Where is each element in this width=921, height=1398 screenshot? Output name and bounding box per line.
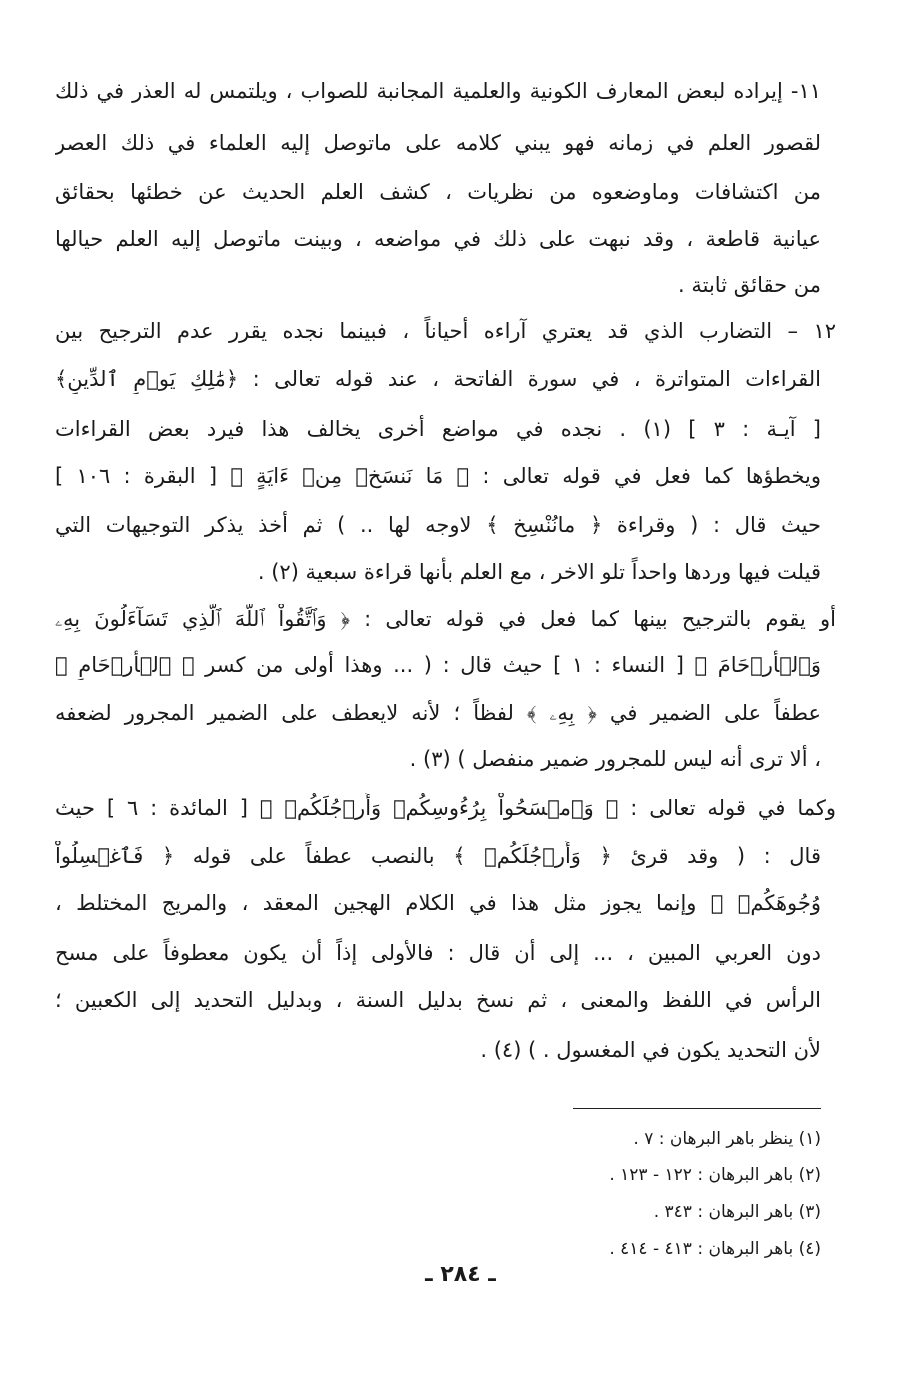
footnote-3: (٣) باهر البرهان : ٣٤٣ .	[653, 1202, 821, 1222]
footnote-4: (٤) باهر البرهان : ٤١٣ - ٤١٤ .	[609, 1239, 821, 1259]
footnote-2: (٢) باهر البرهان : ١٢٢ - ١٢٣ .	[609, 1165, 821, 1185]
body-line-14: عطفاً على الضمير في ﴿ بِهِۦ ﴾ لفظاً ؛ لأنه لايعطف على الضمير المجرور لضعفه	[55, 701, 821, 725]
body-line-11: قيلت فيها وردها واحداً تلو الاخر ، مع العلم بأنها قراءة سبعية (٢) .	[257, 560, 821, 584]
body-line-2: لقصور العلم في زمانه فهو يبني كلامه على ماتوصل إليه العلماء في ذلك العصر	[55, 131, 821, 155]
body-line-20: الرأس في اللفظ والمعنى ، ثم نسخ بدليل السنة ، وبدليل التحديد إلى الكعبين ؛	[55, 988, 821, 1012]
body-line-12: أو يقوم بالترجيح بينها كما فعل في قوله تعالى : ﴿ وَٱتَّقُواْ ٱللَّهَ ٱلَّذِي تَسَآءَلُونَ بِهِۦ	[55, 607, 836, 631]
body-line-10: حيث قال : ( وقراءة ﴿ مانُنْسِخ ﴾ لاوجه لها .. ) ثم أخذ يذكر التوجيهات التي	[55, 513, 821, 537]
body-line-5: من حقائق ثابتة .	[678, 273, 821, 297]
body-line-17: قال : ( وقد قرئ ﴿ وَأَرۡجُلَكُمۡ ﴾ بالنصب عطفاً على قوله ﴿ فَٱغۡسِلُواْ	[55, 844, 821, 868]
body-line-15: ، ألا ترى أنه ليس للمجرور ضمير منفصل ) (٣) .	[409, 747, 821, 771]
body-line-6: ١٢ – التضارب الذي قد يعتري آراءه أحياناً ، فبينما نجده يقرر عدم الترجيح بين	[55, 319, 836, 343]
body-line-9: ويخطؤها كما فعل في قوله تعالى : ﴿ مَا نَنسَخۡ مِنۡ ءَايَةٍ ﴾ [ البقرة : ١٠٦ ]	[55, 464, 821, 488]
footnote-separator	[573, 1108, 821, 1109]
body-line-3: من اكتشافات وماوضعوه من نظريات ، كشف العلم الحديث عن خطئها بحقائق	[55, 180, 821, 204]
body-line-4: عيانية قاطعة ، وقد نبهت على ذلك في مواضعه ، وبينت ماتوصل إليه العلم حيالها	[55, 227, 821, 251]
body-line-1: ١١- إيراده لبعض المعارف الكونية والعلمية المجانبة للصواب ، ويلتمس له العذر في ذلك	[55, 79, 821, 103]
body-line-18: وُجُوهَكُمۡ ﴾ وإنما يجوز مثل هذا في الكلام الهجين المعقد ، والمريج المختلط ،	[55, 891, 821, 915]
body-line-7: القراءات المتواترة ، في سورة الفاتحة ، عند قوله تعالى : ﴿مَٰلِكِ يَوۡمِ ٱلدِّينِ﴾	[55, 367, 821, 391]
body-line-21: لأن التحديد يكون في المغسول . ) (٤) .	[480, 1038, 821, 1062]
body-line-8: [ آيـة : ٣ ] (١) . نجده في مواضع أخرى يخالف هذا فيرد بعض القراءات	[55, 417, 821, 441]
body-line-19: دون العربي المبين ، ... إلى أن قال : فالأولى إذاً أن يكون معطوفاً على مسح	[55, 941, 821, 965]
page-number: ـ ٢٨٤ ـ	[425, 1262, 496, 1287]
footnote-1: (١) ينظر باهر البرهان : ٧ .	[633, 1129, 821, 1149]
body-line-13: وَٱلۡأَرۡحَامَ ﴾ [ النساء : ١ ] حيث قال : ( ... وهذا أولى من كسر ﴿ ٱلۡأَرۡحَامِ ﴾	[55, 653, 821, 677]
body-line-16: وكما في قوله تعالى : ﴿ وَٱمۡسَحُواْ بِرُءُوسِكُمۡ وَأَرۡجُلَكُمۡ ﴾ [ المائدة : ٦ ] حيث	[55, 796, 836, 820]
